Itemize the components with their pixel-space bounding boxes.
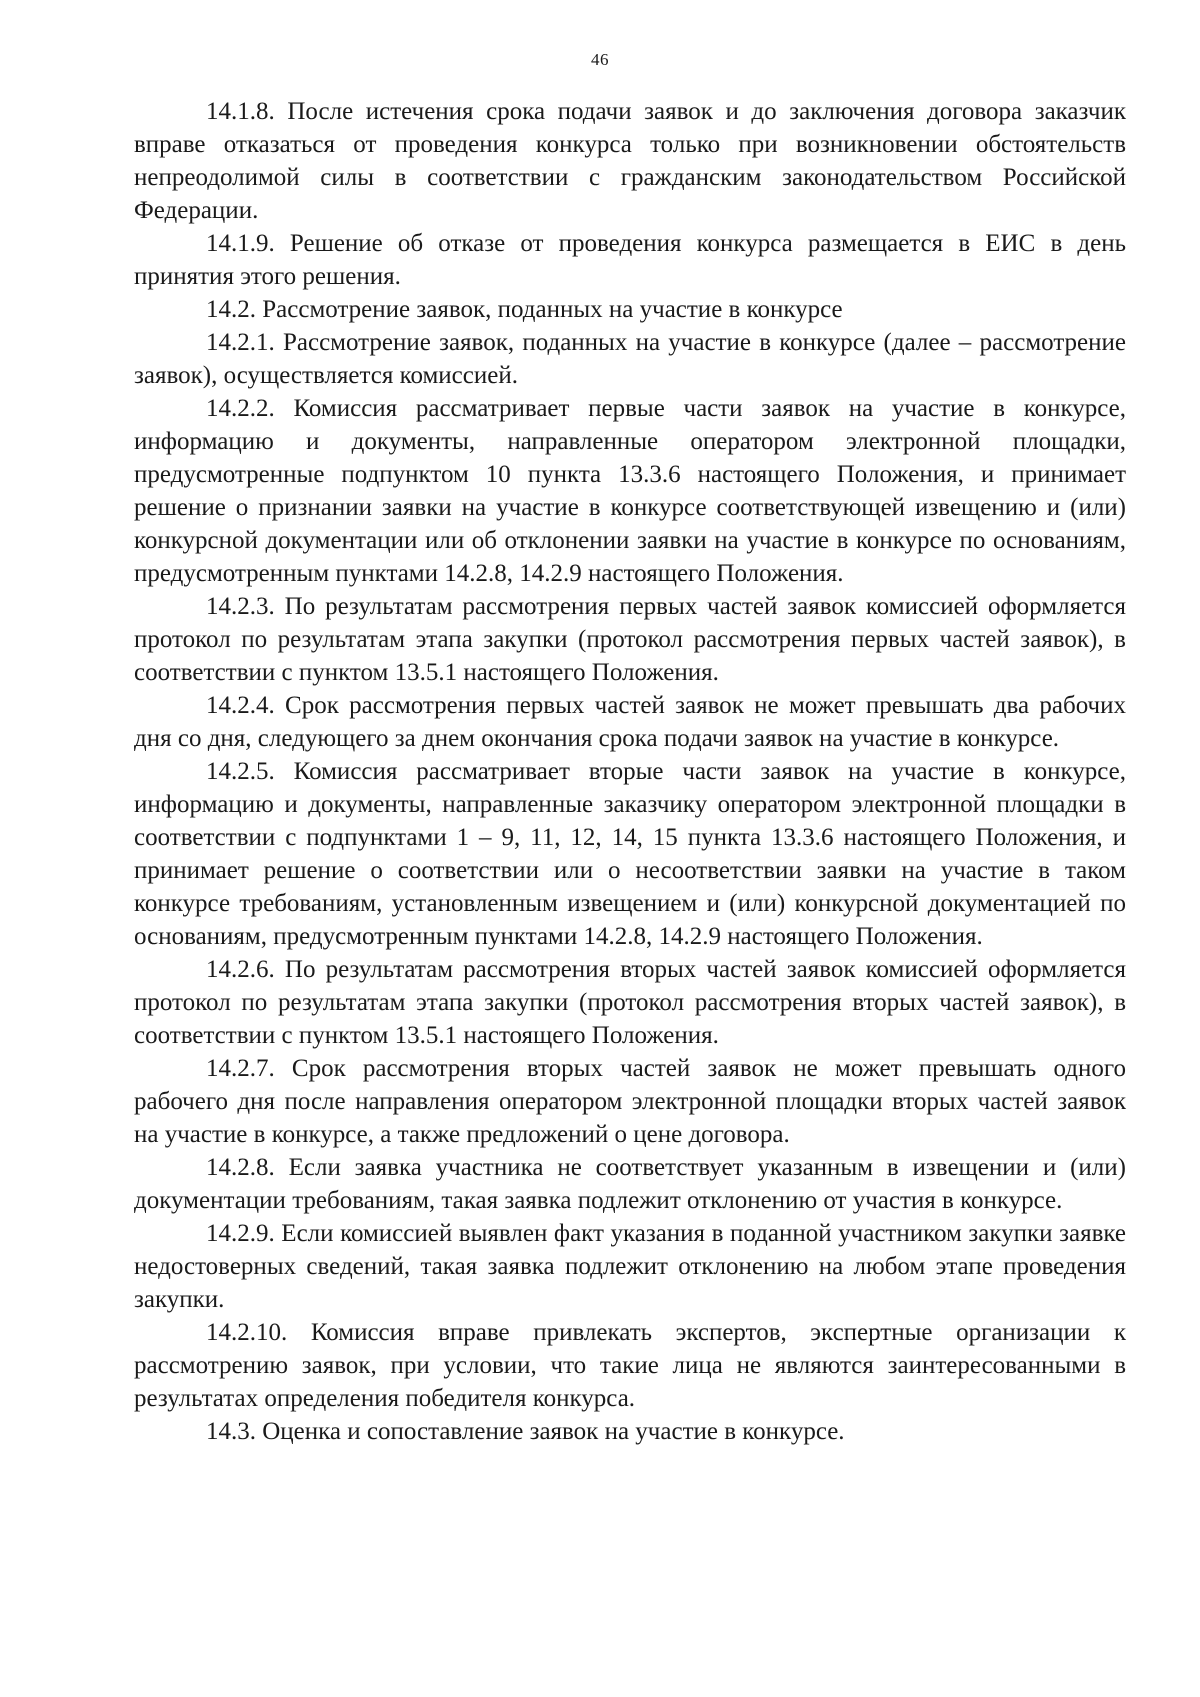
paragraph-14-1-8: 14.1.8. После истечения срока подачи заявок и до заключения договора заказчик вправе отказаться от проведения конкурса только при возникновении обстоятельств непреодолимой силы в соответствии с гражданским законодательством Российской Федерации. [134,98,1126,224]
paragraph-14-2-7: 14.2.7. Срок рассмотрения вторых частей заявок не может превышать одного рабочего дня после направления оператором электронной площадки вторых частей заявок на участие в конкурсе, а также предложений о цене договора. [134,1055,1126,1148]
page-number: 46 [591,50,609,69]
section-heading-14-2: 14.2. Рассмотрение заявок, поданных на участие в конкурсе [206,296,843,323]
document-body [134,95,1126,1448]
paragraph-14-1-9: 14.1.9. Решение об отказе от проведения конкурса размещается в ЕИС в день принятия этого решения. [134,230,1126,290]
paragraph-14-2-5: 14.2.5. Комиссия рассматривает вторые части заявок на участие в конкурсе, информацию и документы, направленные заказчику оператором электронной площадки в соответствии с подпунктами 1 – 9, 11, 12, 14, 15 пункта 13.3.6 настоящего Положения, и принимает решение о соответствии или о несоответствии заявки на участие в таком конкурсе требованиям, установленным извещением и (или) конкурсной документацией по основаниям, предусмотренным пунктами 14.2.8, 14.2.9 настоящего Положения. [134,758,1126,950]
paragraph-14-2-9: 14.2.9. Если комиссией выявлен факт указания в поданной участником закупки заявке недостоверных сведений, такая заявка подлежит отклонению на любом этапе проведения закупки. [134,1220,1126,1313]
paragraph-14-2-1: 14.2.1. Рассмотрение заявок, поданных на участие в конкурсе (далее – рассмотрение заявок), осуществляется комиссией. [134,329,1126,389]
paragraph-14-2-3: 14.2.3. По результатам рассмотрения первых частей заявок комиссией оформляется протокол по результатам этапа закупки (протокол рассмотрения первых частей заявок), в соответствии с пунктом 13.5.1 настоящего Положения. [134,593,1126,686]
paragraph-14-2-10: 14.2.10. Комиссия вправе привлекать экспертов, экспертные организации к рассмотрению заявок, при условии, что такие лица не являются заинтересованными в результатах определения победителя конкурса. [134,1319,1126,1412]
paragraph-14-2-4: 14.2.4. Срок рассмотрения первых частей заявок не может превышать два рабочих дня со дня, следующего за днем окончания срока подачи заявок на участие в конкурсе. [134,692,1126,752]
paragraph-14-2-2: 14.2.2. Комиссия рассматривает первые части заявок на участие в конкурсе, информацию и документы, направленные оператором электронной площадки, предусмотренные подпунктом 10 пункта 13.3.6 настоящего Положения, и принимает решение о признании заявки на участие в конкурсе соответствующей извещению и (или) конкурсной документации или об отклонении заявки на участие в конкурсе по основаниям, предусмотренным пунктами 14.2.8, 14.2.9 настоящего Положения. [134,395,1126,587]
section-heading-14-3: 14.3. Оценка и сопоставление заявок на участие в конкурсе. [206,1418,845,1445]
paragraph-14-2-6: 14.2.6. По результатам рассмотрения вторых частей заявок комиссией оформляется протокол по результатам этапа закупки (протокол рассмотрения вторых частей заявок), в соответствии с пунктом 13.5.1 настоящего Положения. [134,956,1126,1049]
paragraph-14-2-8: 14.2.8. Если заявка участника не соответствует указанным в извещении и (или) документации требованиям, такая заявка подлежит отклонению от участия в конкурсе. [134,1154,1126,1214]
